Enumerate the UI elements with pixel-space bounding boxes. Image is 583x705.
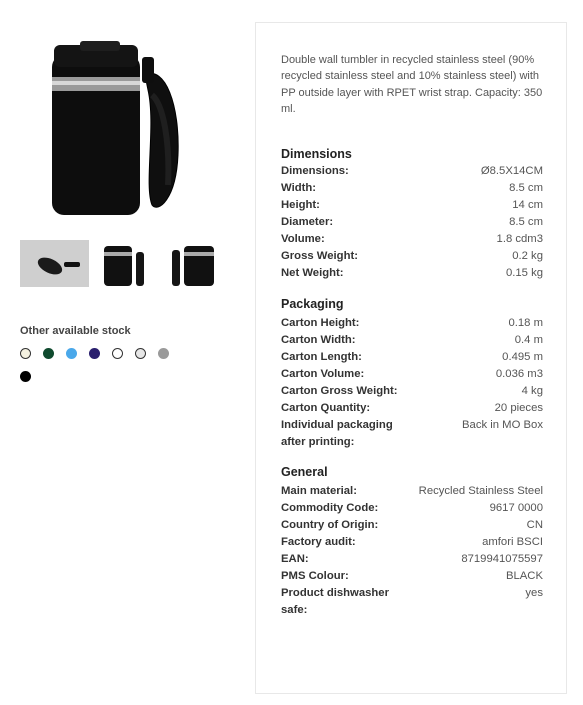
spec-row [281,534,543,551]
spec-row [281,231,543,248]
spec-value: 0.495 m [502,351,543,363]
spec-value: 0.15 kg [505,267,543,279]
spec-label: Individual packaging after printing: [281,419,393,448]
spec-value: 8.5 cm [509,216,543,228]
spec-label: Dimensions: [281,165,349,177]
spec-label: Product dishwasher safe: [281,587,389,616]
spec-value: 8.5 cm [509,182,543,194]
other-stock-label: Other available stock [20,325,131,337]
spec-label: PMS Colour: [281,570,349,582]
spec-value: 0.2 kg [512,250,543,262]
spec-value: 1.8 cdm3 [496,233,543,245]
spec-row [281,163,543,180]
spec-row [281,366,543,383]
spec-value: 8719941075597 [461,553,543,565]
spec-row [281,568,543,585]
spec-value: BLACK [505,570,543,582]
spec-label: Carton Height: [281,317,360,329]
swatch-white[interactable] [112,348,123,359]
spec-value: yes [525,587,543,599]
spec-row [281,197,543,214]
swatch-light-blue[interactable] [66,348,77,359]
spec-value: 20 pieces [494,402,543,414]
spec-value: 0.4 m [514,334,543,346]
spec-label: EAN: [281,553,309,565]
spec-value: 4 kg [521,385,543,397]
spec-row [281,214,543,231]
spec-label: Carton Length: [281,351,362,363]
spec-value: Recycled Stainless Steel [418,485,543,497]
swatch-cream[interactable] [20,348,31,359]
spec-label: Gross Weight: [281,250,358,262]
spec-label: Country of Origin: [281,519,379,531]
spec-row [281,517,543,534]
thumbnail-strip [20,240,220,290]
spec-value: Back in MO Box [462,419,543,431]
spec-label: Carton Gross Weight: [281,385,398,397]
swatch-light-grey[interactable] [135,348,146,359]
thumbnail-tumbler-back[interactable] [170,240,218,288]
swatch-navy[interactable] [89,348,100,359]
spec-label: Main material: [281,485,357,497]
spec-row [281,500,543,517]
swatch-dark-green[interactable] [43,348,54,359]
spec-row [281,349,543,366]
spec-label: Width: [281,182,317,194]
spec-value: amfori BSCI [482,536,543,548]
thumbnail-tumbler-side[interactable] [100,240,148,288]
spec-value: 0.18 m [508,317,543,329]
spec-row [281,180,543,197]
spec-value: 9617 0000 [489,502,543,514]
spec-value: 14 cm [512,199,543,211]
spec-row [281,551,543,568]
spec-label: Net Weight: [281,267,344,279]
spec-label: Carton Width: [281,334,356,346]
section-title-packaging: Packaging [281,297,344,311]
product-description: Double wall tumbler in recycled stainless steel (90% recycled stainless steel and 10% stainless steel) with PP outside layer with RPET wrist strap. Capacity: 350 ml. [281,54,543,115]
spec-row [281,417,543,451]
spec-label: Carton Volume: [281,368,365,380]
spec-row [281,483,543,500]
section-title-general: General [281,465,328,479]
spec-label: Diameter: [281,216,334,228]
spec-label: Factory audit: [281,536,356,548]
spec-row [281,585,543,619]
product-main-image[interactable] [40,35,180,220]
spec-value: 0.036 m3 [495,368,543,380]
product-details-panel [255,22,567,694]
section-title-dimensions: Dimensions [281,147,352,161]
spec-label: Height: [281,199,320,211]
product-gallery [0,0,250,705]
thumbnail-lifestyle[interactable] [20,240,89,287]
spec-row [281,248,543,265]
spec-label: Carton Quantity: [281,402,371,414]
spec-label: Commodity Code: [281,502,379,514]
spec-row [281,265,543,282]
spec-row [281,400,543,417]
spec-value: CN [526,519,543,531]
spec-row [281,332,543,349]
spec-row [281,315,543,332]
swatch-black[interactable] [20,371,31,382]
spec-row [281,383,543,400]
swatch-grey[interactable] [158,348,169,359]
spec-label: Volume: [281,233,325,245]
spec-value: Ø8.5X14CM [480,165,543,177]
